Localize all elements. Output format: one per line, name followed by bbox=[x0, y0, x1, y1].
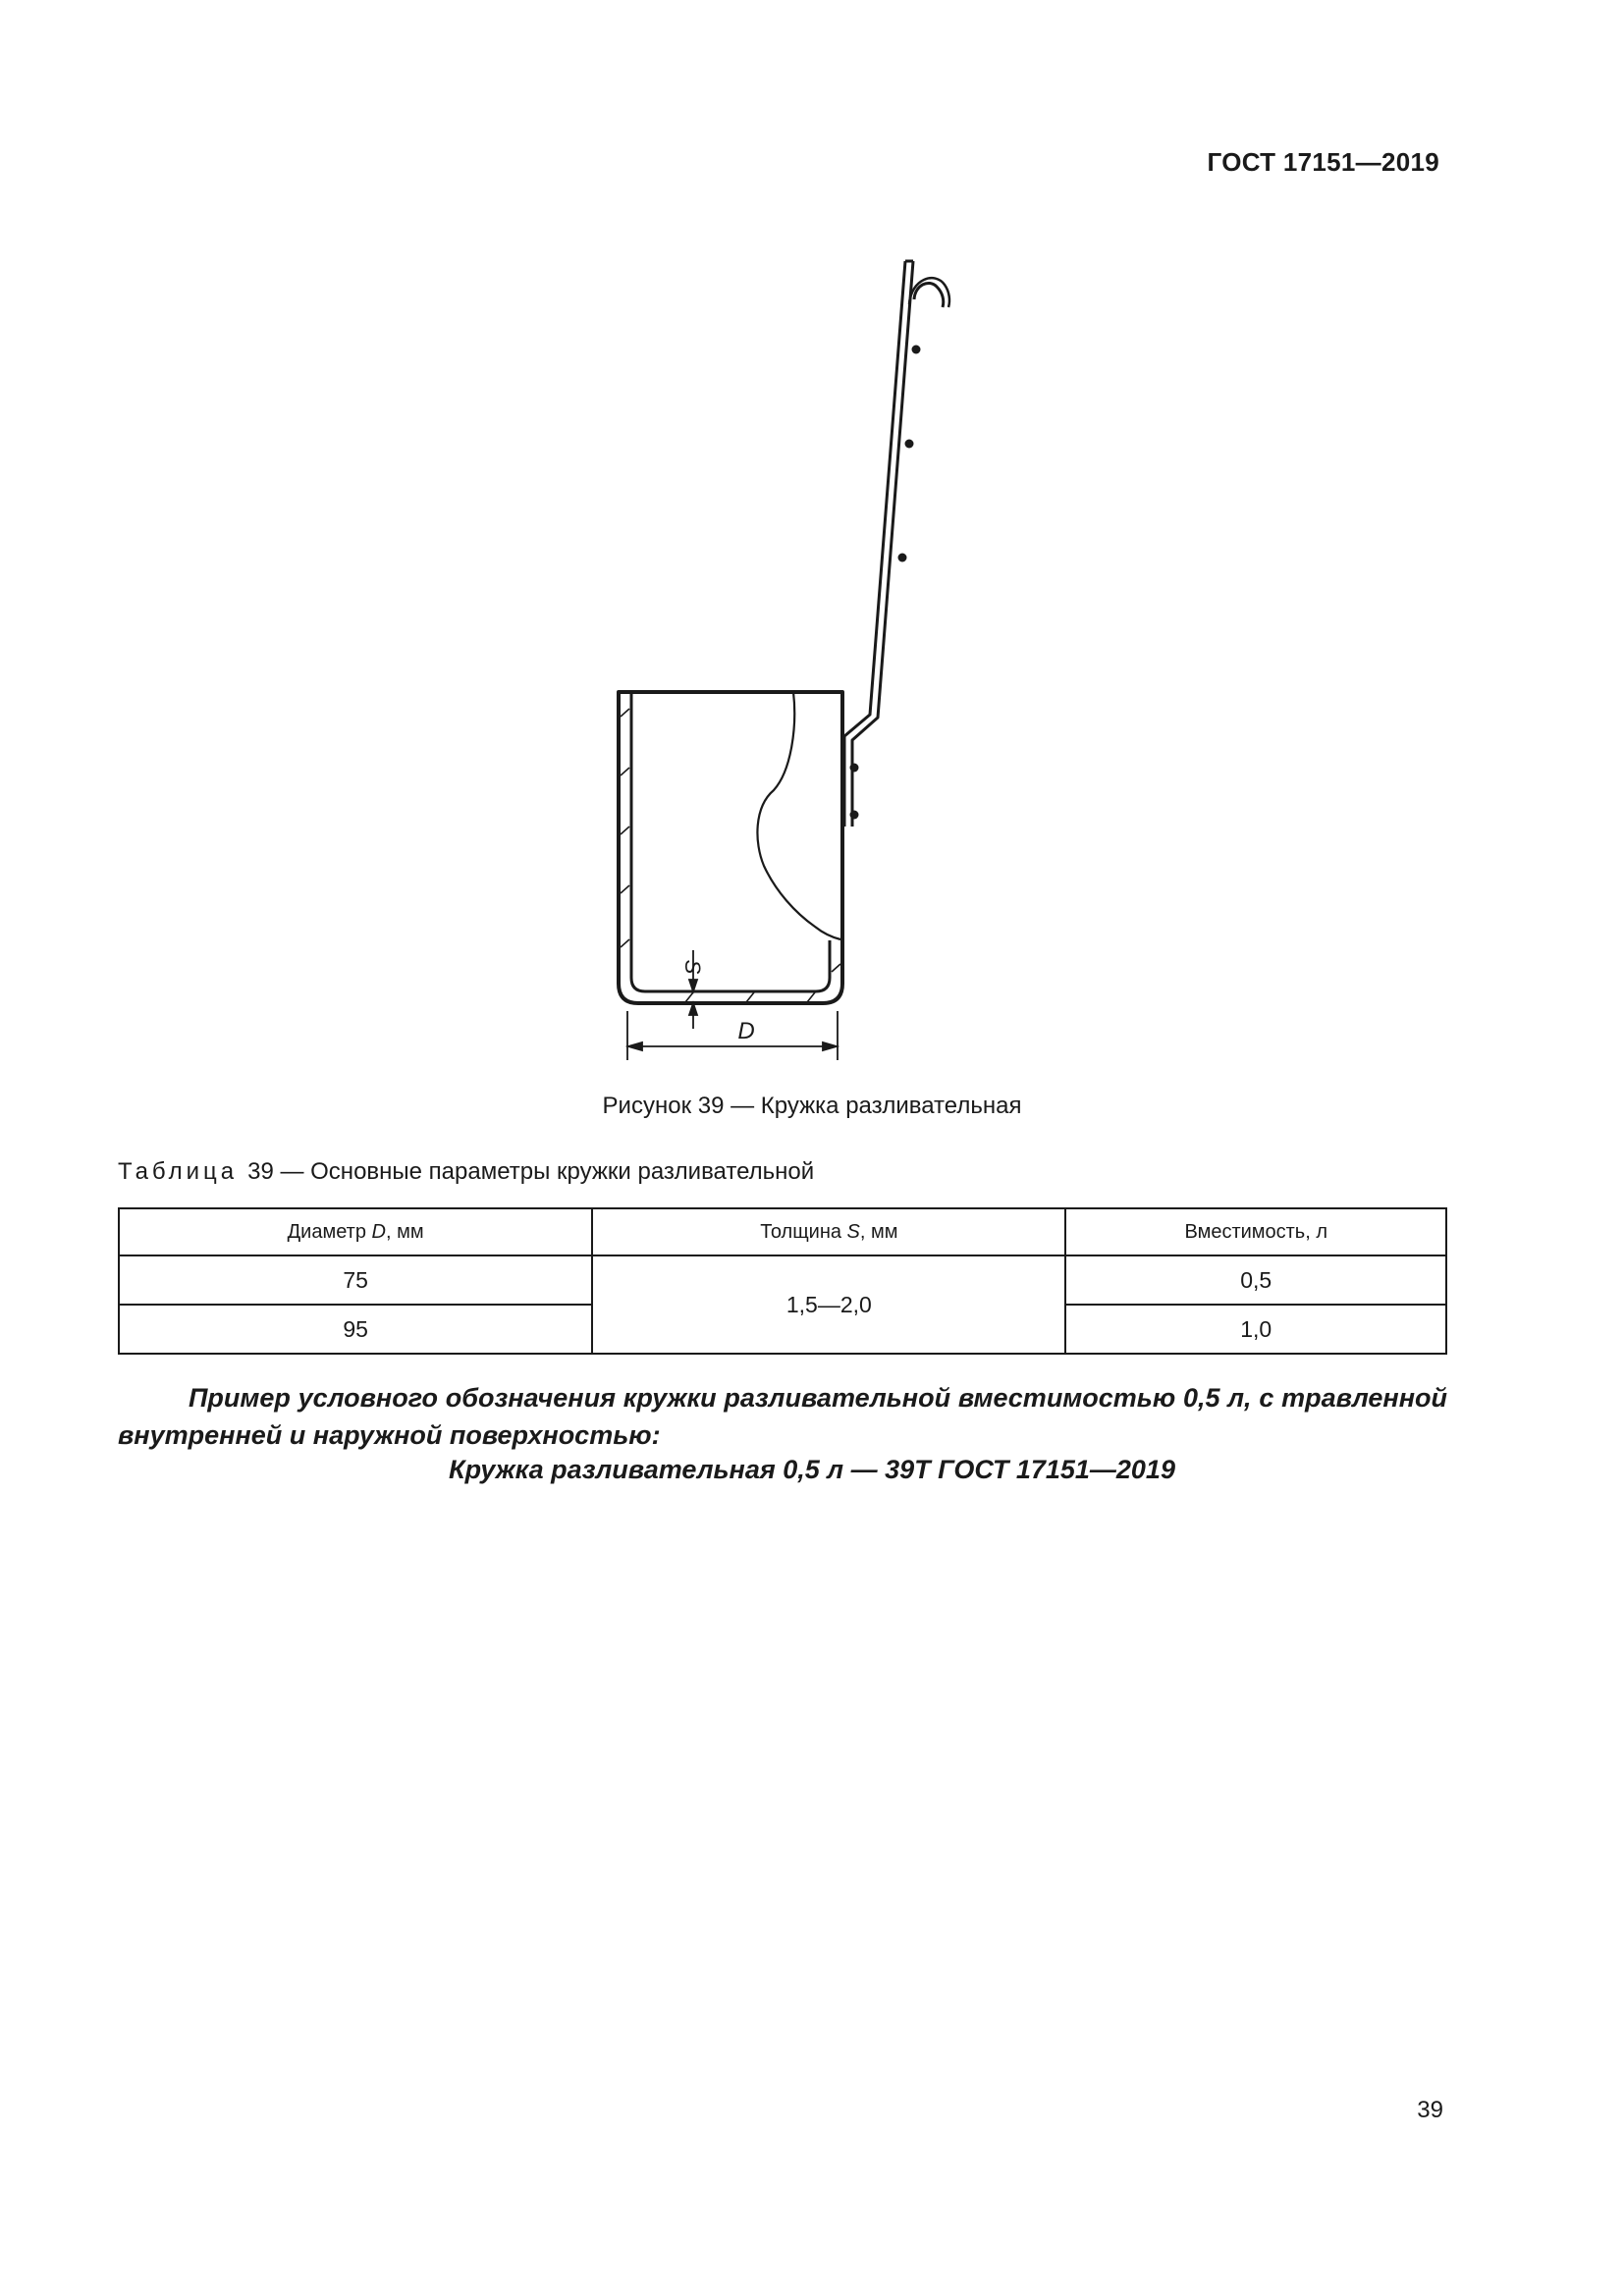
header-diameter: Диаметр D, мм bbox=[119, 1208, 592, 1255]
cell-diameter: 95 bbox=[119, 1305, 592, 1354]
dimension-s-label: S bbox=[680, 959, 705, 975]
cell-thickness-merged: 1,5—2,0 bbox=[592, 1255, 1065, 1354]
table-title-prefix: Таблица bbox=[118, 1158, 239, 1185]
cup-body bbox=[619, 692, 842, 1003]
parameters-table bbox=[118, 1207, 1447, 1355]
cutaway-break-line bbox=[757, 692, 840, 939]
cell-volume: 1,0 bbox=[1065, 1305, 1446, 1354]
table-row bbox=[119, 1255, 1446, 1305]
wall-hatching bbox=[621, 709, 840, 1002]
cell-diameter: 75 bbox=[119, 1255, 592, 1305]
table-header-row bbox=[119, 1208, 1446, 1255]
header-volume: Вместимость, л bbox=[1065, 1208, 1446, 1255]
example-designation: Кружка разливательная 0,5 л — 39Т ГОСТ 17151—2019 bbox=[449, 1455, 1175, 1484]
dimension-d-label: D bbox=[737, 1018, 755, 1044]
figure-ladle-drawing bbox=[550, 245, 982, 1080]
cell-volume: 0,5 bbox=[1065, 1255, 1446, 1305]
dimension-d bbox=[627, 1011, 838, 1060]
example-paragraph: Пример условного обозначения кружки разливательной вместимостью 0,5 л, с травленной внутренней и наружной поверхностью: bbox=[118, 1383, 1447, 1450]
rivets bbox=[850, 346, 921, 820]
header-thickness: Толщина S, мм bbox=[592, 1208, 1065, 1255]
ladle-drawing-svg bbox=[550, 245, 982, 1080]
ladle-handle bbox=[844, 261, 949, 827]
figure-caption: Рисунок 39 — Кружка разливательная bbox=[602, 1093, 1022, 1119]
table-title-text: 39 — Основные параметры кружки разливательной bbox=[247, 1158, 815, 1185]
standard-code: ГОСТ 17151—2019 bbox=[1207, 147, 1439, 177]
table-title bbox=[118, 1158, 814, 1186]
page-number: 39 bbox=[1417, 2097, 1443, 2123]
